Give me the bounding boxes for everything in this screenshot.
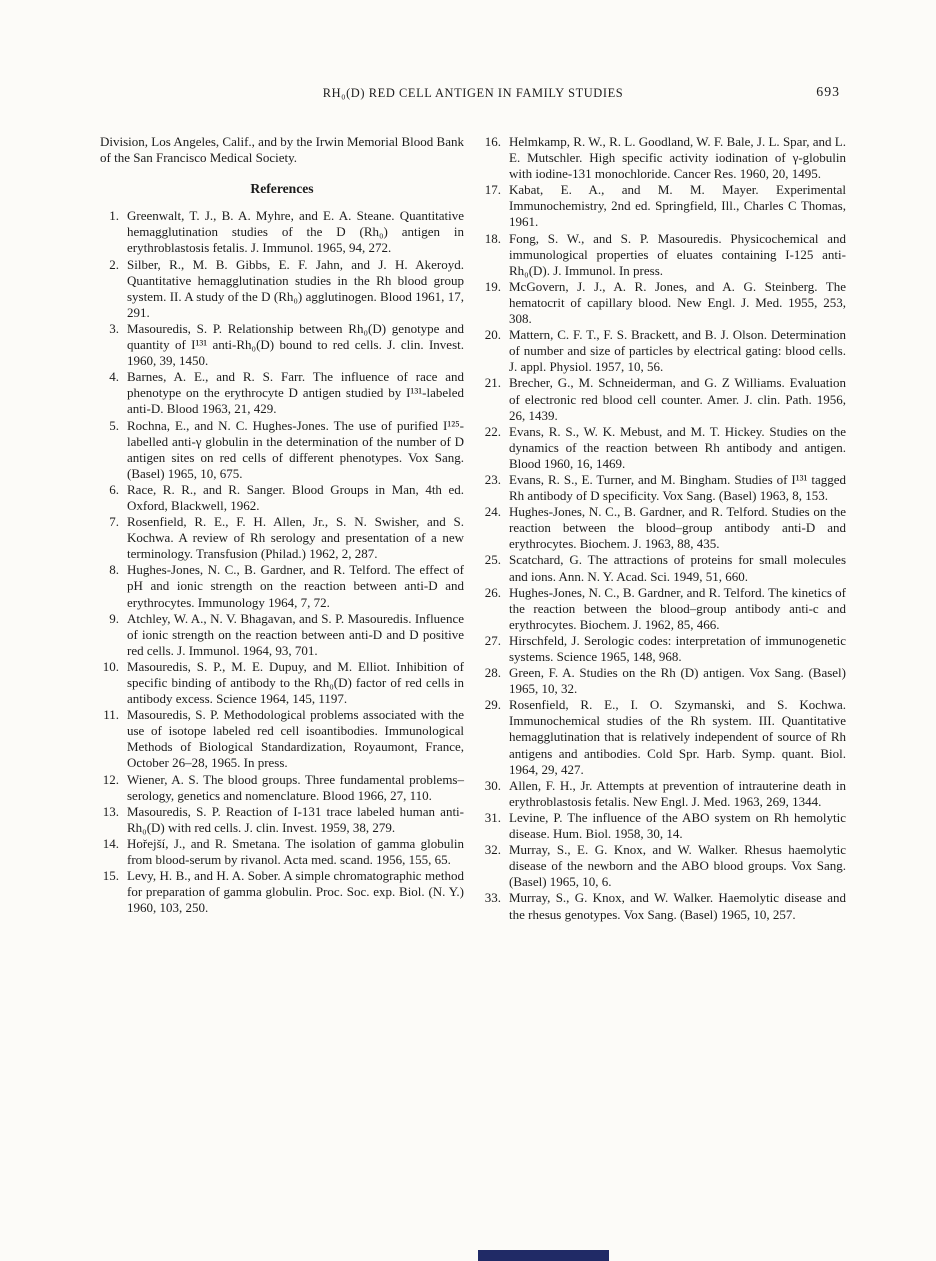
reference-item — [482, 327, 846, 375]
reference-item — [482, 633, 846, 665]
left-column — [100, 134, 464, 923]
reference-item — [100, 707, 464, 771]
reference-text: Evans, R. S., W. K. Mebust, and M. T. Hickey. Studies on the dynamics of the reaction between Rh antibody and antigen. Blood 1960, 16, 1469. — [509, 423, 846, 471]
reference-text: Hořejší, J., and R. Smetana. The isolation of gamma globulin from blood-serum by rivanol. Acta med. scand. 1956, 155, 65. — [127, 835, 464, 868]
reference-text: Masouredis, S. P. Relationship between Rh₀(D) genotype and quantity of I¹³¹ anti-Rh₀(D) bound to red cells. J. clin. Invest. 1960, 39, 1450. — [127, 320, 464, 369]
reference-item — [100, 836, 464, 868]
reference-text: Rosenfield, R. E., F. H. Allen, Jr., S. N. Swisher, and S. Kochwa. A review of Rh serology and presentation of a new terminology. Transfusion (Philad.) 1962, 2, 287. — [127, 514, 464, 562]
reference-text: Fong, S. W., and S. P. Masouredis. Physicochemical and immunological properties of eluates containing I-125 anti-Rh₀(D). J. Immunol. In press. — [509, 230, 846, 278]
reference-text: Green, F. A. Studies on the Rh (D) antigen. Vox Sang. (Basel) 1965, 10, 32. — [509, 665, 846, 697]
page-number: 693 — [816, 84, 840, 99]
reference-number: 21. — [484, 375, 501, 391]
two-column-layout — [100, 134, 846, 923]
reference-text: Allen, F. H., Jr. Attempts at prevention of intrauterine death in erythroblastosis fetalis. New Engl. J. Med. 1963, 269, 1344. — [509, 777, 846, 809]
reference-item — [100, 482, 464, 514]
reference-text: Helmkamp, R. W., R. L. Goodland, W. F. Bale, J. L. Spar, and L. E. Mutschler. High specific activity iodination of γ-globulin with iodine-131 monochloride. Cancer Res. 1960, 20, 1495. — [509, 134, 846, 182]
reference-text: Brecher, G., M. Schneiderman, and G. Z Williams. Evaluation of electronic red blood cell counter. Amer. J. clin. Path. 1956, 26, 1439. — [509, 375, 846, 423]
reference-text: Murray, S., G. Knox, and W. Walker. Haemolytic disease and the rhesus genotypes. Vox Sang. (Basel) 1965, 10, 257. — [509, 890, 846, 922]
reference-text: Scatchard, G. The attractions of proteins for small molecules and ions. Ann. N. Y. Acad. Sci. 1949, 51, 660. — [509, 552, 846, 584]
reference-item — [482, 279, 846, 327]
reference-item — [100, 369, 464, 417]
reference-number: 2. — [109, 256, 119, 272]
reference-text: Hirschfeld, J. Serologic codes: interpretation of immunogenetic systems. Science 1965, 148, 968. — [509, 632, 846, 664]
reference-text: Silber, R., M. B. Gibbs, E. F. Jahn, and J. H. Akeroyd. Quantitative hemagglutination studies in the Rh blood group system. II. A study of the D (Rh₀) agglutinogen. Blood 1961, 17, 291. — [127, 256, 464, 320]
reference-number: 7. — [109, 514, 119, 530]
reference-item — [482, 231, 846, 279]
reference-item — [100, 257, 464, 321]
reference-number: 5. — [109, 417, 119, 433]
reference-item — [100, 208, 464, 256]
reference-text: Hughes-Jones, N. C., B. Gardner, and R. Telford. The effect of pH and ionic strength on the reaction between anti-D and erythrocytes. Immunology 1964, 7, 72. — [127, 562, 464, 610]
reference-item — [482, 842, 846, 890]
reference-number: 19. — [484, 278, 501, 294]
reference-number: 25. — [484, 552, 501, 568]
reference-item — [100, 514, 464, 562]
reference-number: 1. — [109, 208, 119, 224]
acknowledgment-text: Division, Los Angeles, Calif., and by the Irwin Memorial Blood Bank of the San Francisco Medical Society. — [100, 134, 464, 166]
reference-number: 18. — [484, 230, 501, 246]
reference-list-right — [482, 134, 846, 923]
reference-text: Masouredis, S. P. Reaction of I-131 trace labeled human anti-Rh₀(D) with red cells. J. clin. Invest. 1959, 38, 279. — [127, 803, 464, 835]
reference-number: 12. — [102, 771, 119, 787]
reference-number: 14. — [102, 835, 119, 851]
reference-number: 33. — [484, 890, 501, 906]
reference-number: 17. — [484, 182, 501, 198]
reference-number: 24. — [484, 504, 501, 520]
reference-number: 10. — [102, 658, 119, 674]
reference-item — [100, 418, 464, 482]
reference-list-left — [100, 208, 464, 916]
reference-item — [100, 562, 464, 610]
reference-item — [482, 665, 846, 697]
reference-text: Rochna, E., and N. C. Hughes-Jones. The use of purified I¹²⁵-labelled anti-γ globulin in the determination of the number of D antigen sites on red cells of different phenotypes. Vox Sang. (Basel) 1965, 10, 675. — [127, 417, 464, 481]
reference-text: Race, R. R., and R. Sanger. Blood Groups in Man, 4th ed. Oxford, Blackwell, 1962. — [127, 481, 464, 513]
reference-item — [482, 890, 846, 922]
reference-number: 26. — [484, 584, 501, 600]
reference-text: Rosenfield, R. E., I. O. Szymanski, and S. Kochwa. Immunochemical studies of the Rh system. III. Quantitative hemagglutination that is relatively independent of source of Rh antigens and antibodies. Cold Spr. Harb. Symp. quant. Biol. 1964, 29, 427. — [509, 697, 846, 777]
reference-number: 8. — [109, 562, 119, 578]
reference-number: 32. — [484, 842, 501, 858]
reference-text: Atchley, W. A., N. V. Bhagavan, and S. P. Masouredis. Influence of ionic strength on the reaction between anti-D and D positive red cells. J. Immunol. 1964, 93, 701. — [127, 610, 464, 658]
reference-item — [482, 778, 846, 810]
reference-number: 31. — [484, 809, 501, 825]
reference-text: Levine, P. The influence of the ABO system on Rh hemolytic disease. Hum. Biol. 1958, 30, 14. — [509, 809, 846, 842]
reference-item — [482, 552, 846, 584]
reference-text: Mattern, C. F. T., F. S. Brackett, and B. J. Olson. Determination of number and size of particles by electrical gating: blood cells. J. appl. Physiol. 1957, 10, 56. — [509, 327, 846, 375]
reference-item — [482, 182, 846, 230]
reference-number: 16. — [484, 134, 501, 149]
reference-text: Masouredis, S. P. Methodological problems associated with the use of isotope labeled red cell isoantibodies. Immunological Methods of Biological Standardization, Royaumont, France, October 26–28, 1965. In press. — [127, 707, 464, 771]
running-title: RH₀(D) RED CELL ANTIGEN IN FAMILY STUDIES — [322, 86, 624, 100]
reference-number: 9. — [109, 610, 119, 626]
reference-text: Greenwalt, T. J., B. A. Myhre, and E. A. Steane. Quantitative hemagglutination studies of the D (Rh₀) antigen in erythroblastosis fetalis. J. Immunol. 1965, 94, 272. — [127, 208, 464, 256]
reference-text: Murray, S., E. G. Knox, and W. Walker. Rhesus haemolytic disease of the newborn and the ABO blood groups. Vox Sang. (Basel) 1965, 10, 6. — [509, 842, 846, 890]
reference-number: 30. — [484, 777, 501, 793]
reference-text: Hughes-Jones, N. C., B. Gardner, and R. Telford. Studies on the reaction between the blood–group antibody anti-D and erythrocytes. Biochem. J. 1963, 88, 435. — [509, 504, 846, 552]
reference-item — [482, 810, 846, 842]
reference-item — [100, 659, 464, 707]
reference-item — [100, 868, 464, 916]
reference-number: 4. — [109, 369, 119, 385]
page-content — [100, 86, 846, 923]
reference-item — [482, 424, 846, 472]
reference-number: 11. — [103, 707, 119, 723]
reference-number: 22. — [484, 423, 501, 439]
reference-item — [100, 321, 464, 369]
right-column — [482, 134, 846, 923]
references-heading: References — [250, 181, 314, 197]
reference-number: 3. — [109, 320, 119, 336]
reference-item — [482, 504, 846, 552]
reference-text: Levy, H. B., and H. A. Sober. A simple chromatographic method for preparation of gamma globulin. Proc. Soc. exp. Biol. (N. Y.) 1960, 103, 250. — [127, 868, 464, 916]
reference-item — [482, 134, 846, 182]
reference-text: Wiener, A. S. The blood groups. Three fundamental problems–serology, genetics and nomenclature. Blood 1966, 27, 110. — [127, 771, 464, 803]
reference-item — [100, 772, 464, 804]
reference-item — [482, 472, 846, 504]
reference-number: 20. — [484, 327, 501, 343]
reference-number: 6. — [109, 481, 119, 497]
reference-number: 23. — [484, 471, 501, 487]
reference-number: 13. — [102, 803, 119, 819]
reference-number: 28. — [484, 665, 501, 681]
reference-text: Evans, R. S., E. Turner, and M. Bingham. Studies of I¹³¹ tagged Rh antibody of D specificity. Vox Sang. (Basel) 1963, 8, 153. — [509, 471, 846, 504]
reference-text: Barnes, A. E., and R. S. Farr. The influence of race and phenotype on the erythrocyte D antigen studied by I¹³¹-labeled anti-D. Blood 1963, 21, 429. — [127, 369, 464, 417]
reference-number: 27. — [484, 632, 501, 648]
reference-text: Kabat, E. A., and M. M. Mayer. Experimental Immunochemistry, 2nd ed. Springfield, Ill., Charles C Thomas, 1961. — [509, 182, 846, 230]
reference-text: McGovern, J. J., A. R. Jones, and A. G. Steinberg. The hematocrit of capillary blood. New Engl. J. Med. 1955, 253, 308. — [509, 278, 846, 327]
reference-item — [482, 697, 846, 777]
reference-item — [482, 375, 846, 423]
reference-number: 29. — [484, 697, 501, 713]
reference-number: 15. — [102, 868, 119, 884]
reference-item — [100, 611, 464, 659]
reference-item — [100, 804, 464, 836]
page-header — [100, 86, 846, 101]
bottom-bar — [478, 1250, 609, 1261]
reference-text: Hughes-Jones, N. C., B. Gardner, and R. Telford. The kinetics of the reaction between the blood–group antibody anti-c and erythrocytes. Biochem. J. 1962, 85, 466. — [509, 584, 846, 632]
reference-item — [482, 585, 846, 633]
reference-text: Masouredis, S. P., M. E. Dupuy, and M. Elliot. Inhibition of specific binding of antibody to the Rh₀(D) factor of red cells in antibody excess. Science 1964, 145, 1197. — [127, 658, 464, 707]
